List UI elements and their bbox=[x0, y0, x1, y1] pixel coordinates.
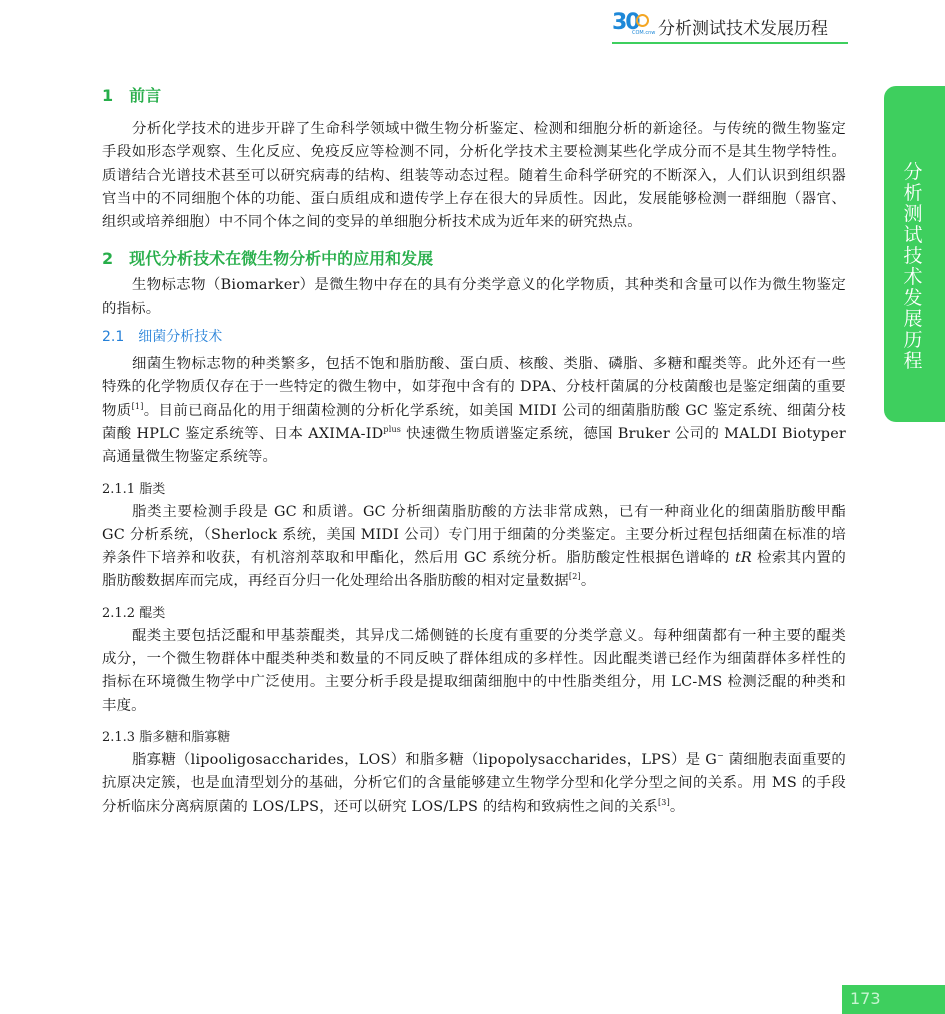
section-2-1-2-paragraph: 醌类主要包括泛醌和甲基萘醌类，其异戊二烯侧链的长度有重要的分类学意义。每种细菌都有一种主要的醌类成分，一个微生物群体中醌类种类和数量的不同反映了群体组成的多样性。因此醌类谱已经作为细菌群体多样性的指标在环境微生物学中广泛使用。主要分析手段是提取细菌细胞中的中性脂类组分，用 LC-MS 检测泛醌的种类和丰度。 bbox=[102, 627, 846, 714]
text-run: 。 bbox=[669, 798, 685, 815]
section-heading-2-1-3: 2.1.3 脂多糖和脂寡糖 bbox=[102, 729, 231, 745]
citation-ref: [2] bbox=[568, 572, 581, 582]
text-run: 菌细胞表面重要的抗原决定簇，也是血清型划分的基础，分析它们的含量能够建立生物学分型和化学分型之间的关系。用 MS 的手段分析临床分离病原菌的 LOS/LPS，还可以研究 LOS/LPS 的结构和致病性之间的关系 bbox=[102, 751, 847, 815]
text-run: 脂寡糖（lipooligosaccharides，LOS）和脂多糖（lipopolysaccharides，LPS）是 G bbox=[132, 751, 718, 768]
section-2-1-1-paragraph bbox=[102, 501, 846, 594]
citation-ref: [1] bbox=[131, 401, 144, 411]
section-2-1-3-paragraph bbox=[102, 749, 846, 819]
section-2-paragraph: 生物标志物（Biomarker）是微生物中存在的具有分类学意义的化学物质，其种类和含量可以作为微生物鉴定的指标。 bbox=[102, 277, 846, 317]
text-run: 脂类主要检测手段是 GC 和质谱。GC 分析细菌脂肪酸的方法非常成熟，已有一种商业化的细菌脂肪酸甲酯 GC 分析系统，（Sherlock 系统，美国 MIDI 公司）专门用于细菌的分类鉴定。主要分析过程包括细菌在标准的培养条件下培养和收获，有机溶剂萃取和甲酯化，然后用 GC 系统分析。脂肪酸定性根据色谱峰的 bbox=[102, 503, 846, 567]
section-heading-2-1-2: 2.1.2 醌类 bbox=[102, 605, 166, 621]
logo-subtext: COM.cnw bbox=[632, 30, 656, 36]
italic-tr: tR bbox=[734, 550, 752, 567]
side-chapter-tab bbox=[884, 86, 945, 422]
superscript-plus: plus bbox=[383, 425, 402, 435]
running-header bbox=[612, 10, 848, 44]
logo-ring-icon bbox=[636, 14, 649, 27]
side-tab-label: 分析测试技术发展历程 bbox=[903, 161, 923, 372]
text-run: 检索其内置的脂肪酸数据库而完成，再经百分归一化处理给出各脂肪酸的相对定量数据 bbox=[102, 550, 846, 590]
section-1-paragraph: 分析化学技术的进步开辟了生命科学领域中微生物分析鉴定、检测和细胞分析的新途径。与传统的微生物鉴定手段如形态学观察、生化反应、免疫反应等检测不同，分析化学技术主要检测某些化学成分而不是其生物学特性。质谱结合光谱技术甚至可以研究病毒的结构、组装等动态过程。随着生命科学研究的不断深入，人们认识到组织器官当中的不同细胞个体的功能、蛋白质组成和遗传学上存在很大的异质性。因此，发展能够检测一群细胞（器官、组织或培养细胞）中不同个体之间的变异的单细胞分析技术成为近年来的研究热点。 bbox=[102, 121, 846, 231]
logo bbox=[612, 10, 656, 38]
page-number-bar bbox=[842, 985, 945, 1014]
section-heading-2-1-1: 2.1.1 脂类 bbox=[102, 481, 166, 497]
header-rule bbox=[612, 42, 848, 44]
text-run: 快速微生物质谱鉴定系统，德国 Bruker 公司的 MALDI Biotyper 高通量微生物鉴定系统等。 bbox=[102, 425, 847, 466]
text-run: 。 bbox=[580, 573, 596, 590]
header-title: 分析测试技术发展历程 bbox=[658, 19, 828, 39]
text-run: 细菌生物标志物的种类繁多，包括不饱和脂肪酸、蛋白质、核酸、类脂、磷脂、多糖和醌类等。此外还有一些特殊的化学物质仅存在于一些特定的微生物中，如芽孢中含有的 DPA、分枝杆菌属的分枝菌酸也是鉴定细菌的重要物质 bbox=[102, 356, 846, 419]
section-2-1-paragraph bbox=[102, 353, 846, 469]
page-number: 173 bbox=[850, 989, 881, 1008]
page-body bbox=[102, 84, 846, 819]
superscript-minus: − bbox=[717, 751, 724, 761]
citation-ref: [3] bbox=[657, 797, 670, 807]
logo-number: 30 bbox=[612, 10, 639, 35]
section-heading-1: 1 前言 bbox=[102, 86, 162, 105]
section-heading-2: 2 现代分析技术在微生物分析中的应用和发展 bbox=[102, 249, 434, 269]
text-run: 。目前已商品化的用于细菌检测的分析化学系统，如美国 MIDI 公司的细菌脂肪酸 GC 鉴定系统、细菌分枝菌酸 HPLC 鉴定系统等、日本 AXIMA-ID bbox=[102, 402, 846, 442]
section-heading-2-1: 2.1 细菌分析技术 bbox=[102, 329, 223, 346]
